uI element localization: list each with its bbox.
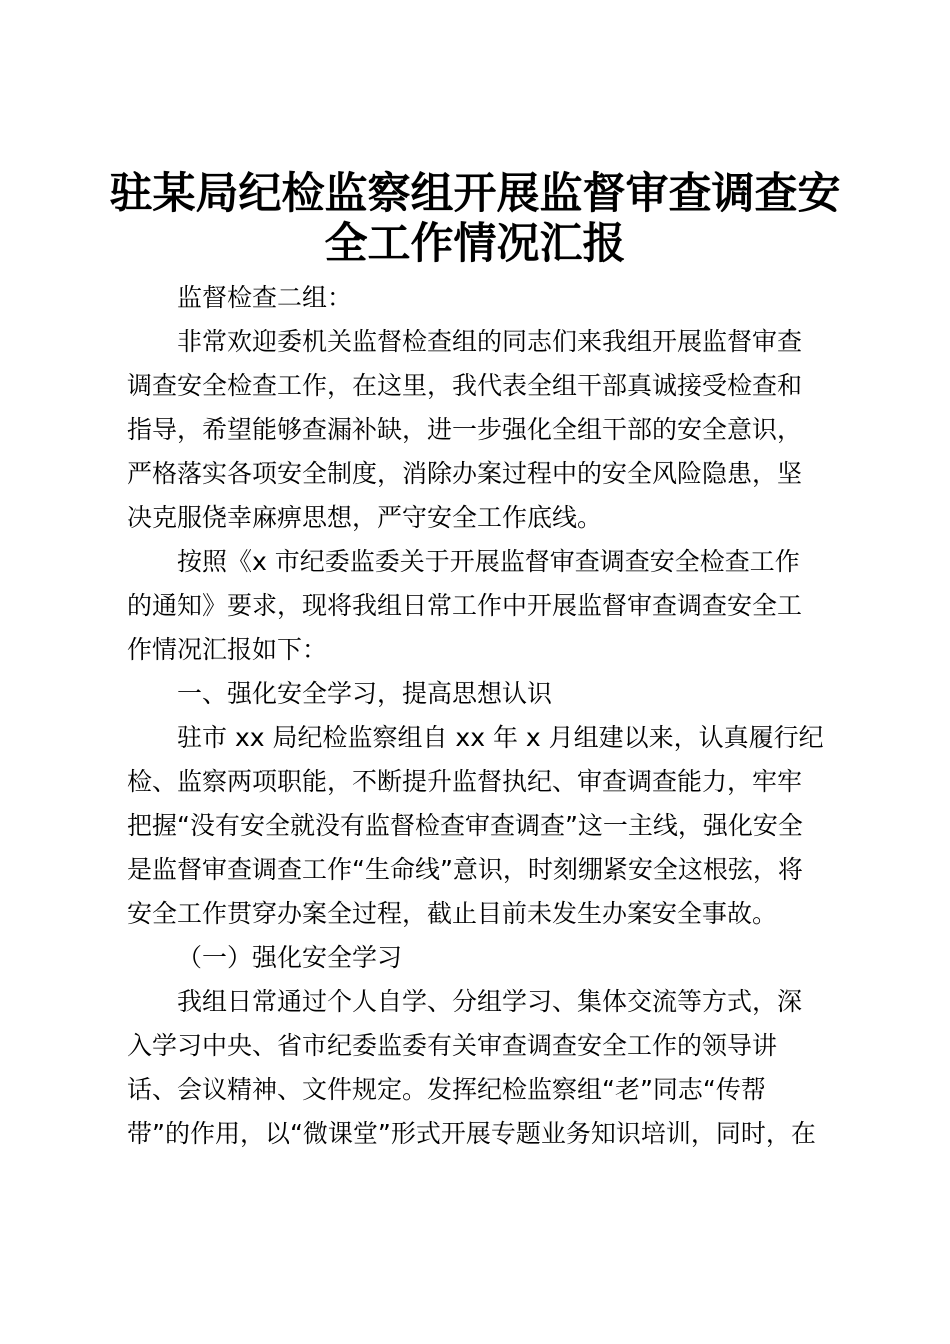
paragraph-line: 检、监察两项职能，不断提升监督执纪、审查调查能力，牢牢 — [127, 767, 803, 796]
paragraph-line: 按照《x 市纪委监委关于开展监督审查调查安全检查工作 — [177, 547, 800, 576]
section-heading: 一、强化安全学习，提高思想认识 — [177, 679, 553, 708]
paragraph-line: 调查安全检查工作，在这里，我代表全组干部真诚接受检查和 — [127, 371, 803, 400]
paragraph-line: 入学习中央、省市纪委监委有关审查调查安全工作的领导讲 — [127, 1031, 778, 1060]
document-title-line-2: 全工作情况汇报 — [324, 219, 626, 269]
paragraph-line: 的通知》要求，现将我组日常工作中开展监督审查调查安全工 — [127, 591, 803, 620]
document-title-line-1: 驻某局纪检监察组开展监督审查调查安 — [109, 169, 841, 219]
paragraph-line: 决克服侥幸麻痹思想，严守安全工作底线。 — [127, 503, 603, 532]
addressee-line: 监督检查二组： — [177, 283, 353, 312]
paragraph-line: 严格落实各项安全制度，消除办案过程中的安全风险隐患，坚 — [127, 459, 803, 488]
paragraph-line: 指导，希望能够查漏补缺，进一步强化全组干部的安全意识， — [127, 415, 803, 444]
document-body — [127, 276, 827, 1156]
paragraph-line: 是监督审查调查工作“生命线”意识，时刻绷紧安全这根弦，将 — [127, 855, 803, 884]
paragraph-line: 安全工作贯穿办案全过程，截止目前未发生办案安全事故。 — [127, 899, 778, 928]
subsection-heading: （一）强化安全学习 — [177, 943, 403, 972]
paragraph-line: 作情况汇报如下： — [127, 635, 328, 664]
paragraph-line: 带”的作用，以“微课堂”形式开展专题业务知识培训，同时，在 — [127, 1119, 816, 1148]
paragraph-line: 我组日常通过个人自学、分组学习、集体交流等方式，深 — [177, 987, 803, 1016]
paragraph-line: 驻市 xx 局纪检监察组自 xx 年 x 月组建以来，认真履行纪 — [177, 723, 824, 752]
paragraph-line: 话、会议精神、文件规定。发挥纪检监察组“老”同志“传帮 — [127, 1075, 766, 1104]
paragraph-line: 把握“没有安全就没有监督检查审查调查”这一主线，强化安全 — [127, 811, 803, 840]
paragraph-line: 非常欢迎委机关监督检查组的同志们来我组开展监督审查 — [177, 327, 803, 356]
